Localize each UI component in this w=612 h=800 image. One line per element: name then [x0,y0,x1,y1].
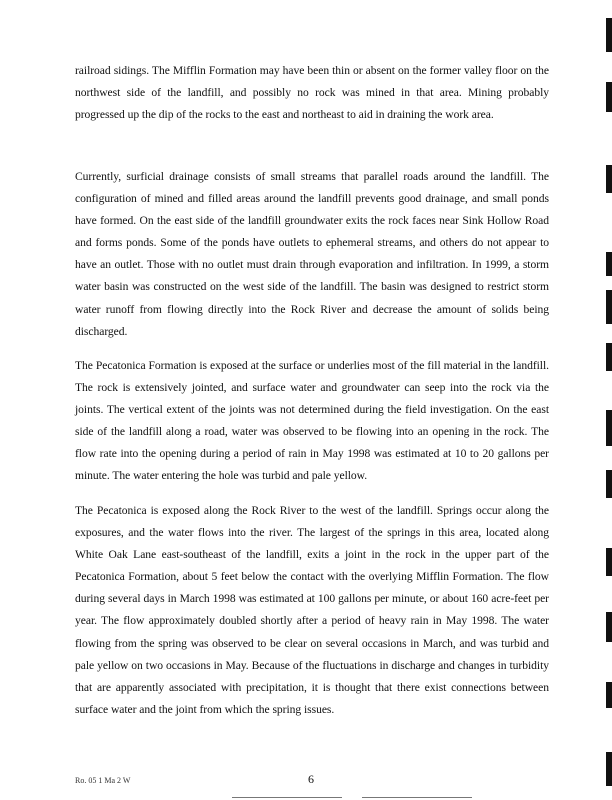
margin-mark [606,18,612,52]
margin-mark [606,752,612,786]
margin-mark [606,682,612,708]
margin-mark [606,82,612,112]
margin-mark [606,410,612,446]
scan-margin-marks [600,0,612,800]
scan-edge-line [232,797,342,798]
scan-edge-line [362,797,472,798]
page-number: 6 [308,772,314,786]
margin-mark [606,252,612,276]
margin-mark [606,612,612,642]
margin-mark [606,548,612,576]
paragraph-pecatonica-formation: The Pecatonica Formation is exposed at the surface or underlies most of the fill material in the landfill. The rock is extensively jointed, and surface water and groundwater can seep into the rock via the joints. The vertical extent of the joints was not determined during the field investigation. On the east side of the landfill along a road, water was observed to be flowing into an opening in the rock. The flow rate into the opening during a period of rain in May 1998 was estimated at 10 to 20 gallons per minute. The water entering the hole was turbid and pale yellow. [75,359,549,483]
margin-mark [606,470,612,498]
paragraph-mining: railroad sidings. The Mifflin Formation may have been thin or absent on the former valley floor on the northwest side of the landfill, and possibly no rock was mined in that area. Mining probably progressed up the dip of the rocks to the east and northeast to aid in draining the work area. [75,64,549,122]
margin-mark [606,343,612,371]
margin-mark [606,290,612,324]
paragraph-springs: The Pecatonica is exposed along the Rock River to the west of the landfill. Springs occur along the exposures, and the water flows into the river. The largest of the springs in this area, located along White Oak Lane east-southeast of the landfill, exits a joint in the rock in the upper part of the Pecatonica Formation, about 5 feet below the contact with the overlying Mifflin Formation. The flow during several days in March 1998 was estimated at 100 gallons per minute, or about 160 acre-feet per year. The flow approximately doubled shortly after a period of heavy rain in May 1998. The water flowing from the spring was observed to be clear on several occasions in March, and was turbid and pale yellow on two occasions in May. Because of the fluctuations in discharge and changes in turbidity that are apparently associated with precipitation, it is thought that there exist connections between surface water and the joint from which the spring issues. [75,504,549,716]
paragraph-surficial-drainage: Currently, surficial drainage consists of small streams that parallel roads around the landfill. The configuration of mined and filled areas around the landfill prevents good drainage, and small ponds have formed. On the east side of the landfill groundwater exits the rock faces near Sink Hollow Road and forms ponds. Some of the ponds have outlets to ephemeral streams, and others do not appear to have an outlet. Those with no outlet must drain through evaporation and infiltration. In 1999, a storm water basin was constructed on the west side of the landfill. The basin was designed to restrict storm water runoff from flowing directly into the Rock River and decrease the amount of solids being discharged. [75,170,549,338]
footer-document-code: Ro. 05 1 Ma 2 W [75,776,131,785]
margin-mark [606,165,612,193]
